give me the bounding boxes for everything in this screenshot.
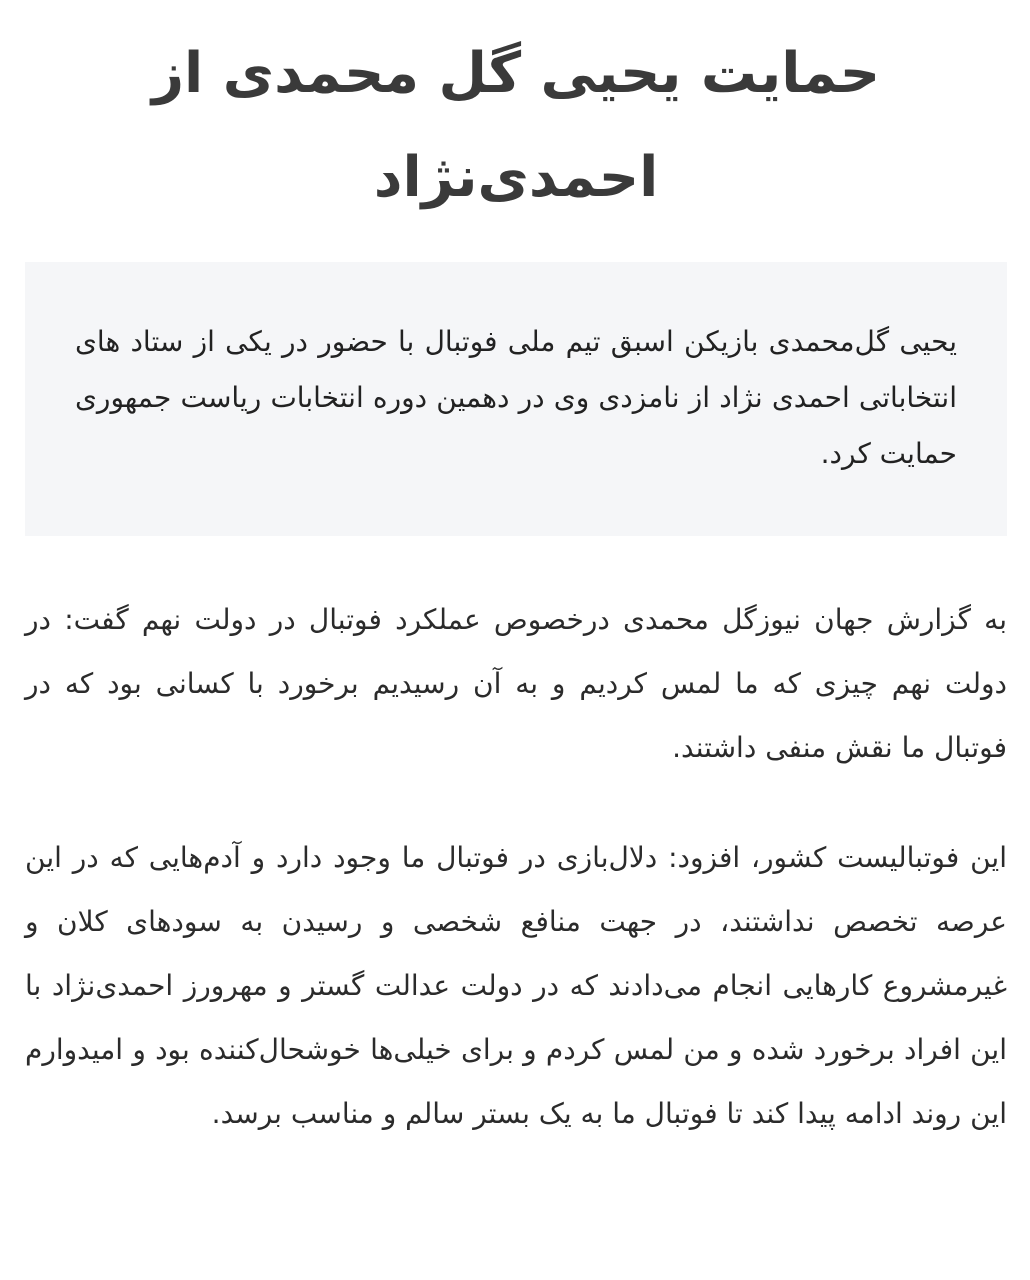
article xyxy=(25,0,1007,1130)
body-paragraph-2: این فوتبالیست کشور، افزود: دلال‌بازی در فوتبال ما وجود دارد و آدم‌هایی که در این عرصه تخصص نداشتند، در جهت منافع شخصی و رسیدن به سودهای کلان و غیرمشروع کارهایی انجام می‌دادند که در دولت عدالت گستر و مهرورز احمدی‌نژاد با این افراد برخورد شده و من لمس کردم و برای خیلی‌ها خوشحال‌کننده بود و امیدوارم این روند ادامه پیدا کند تا فوتبال ما به یک بستر سالم و مناسب برسد. xyxy=(25,841,1007,1130)
article-title: حمایت یحیی گل محمدی از احمدی‌نژاد xyxy=(151,41,881,210)
lead-box xyxy=(25,262,1007,536)
body-paragraph-1: به گزارش جهان نیوزگل محمدی درخصوص عملکرد فوتبال در دولت نهم گفت: در دولت نهم چیزی که ما لمس کردیم و به آن رسیدیم برخورد با کسانی بود که در فوتبال ما نقش منفی داشتند. xyxy=(25,603,1007,764)
lead-paragraph: یحیی گل‌محمدی بازیکن اسبق تیم ملی فوتبال با حضور در یکی از ستاد های انتخاباتی احمدی نژاد از نامزدی وی در دهمین دوره انتخابات ریاست جمهوری حمایت کرد. xyxy=(75,325,957,470)
